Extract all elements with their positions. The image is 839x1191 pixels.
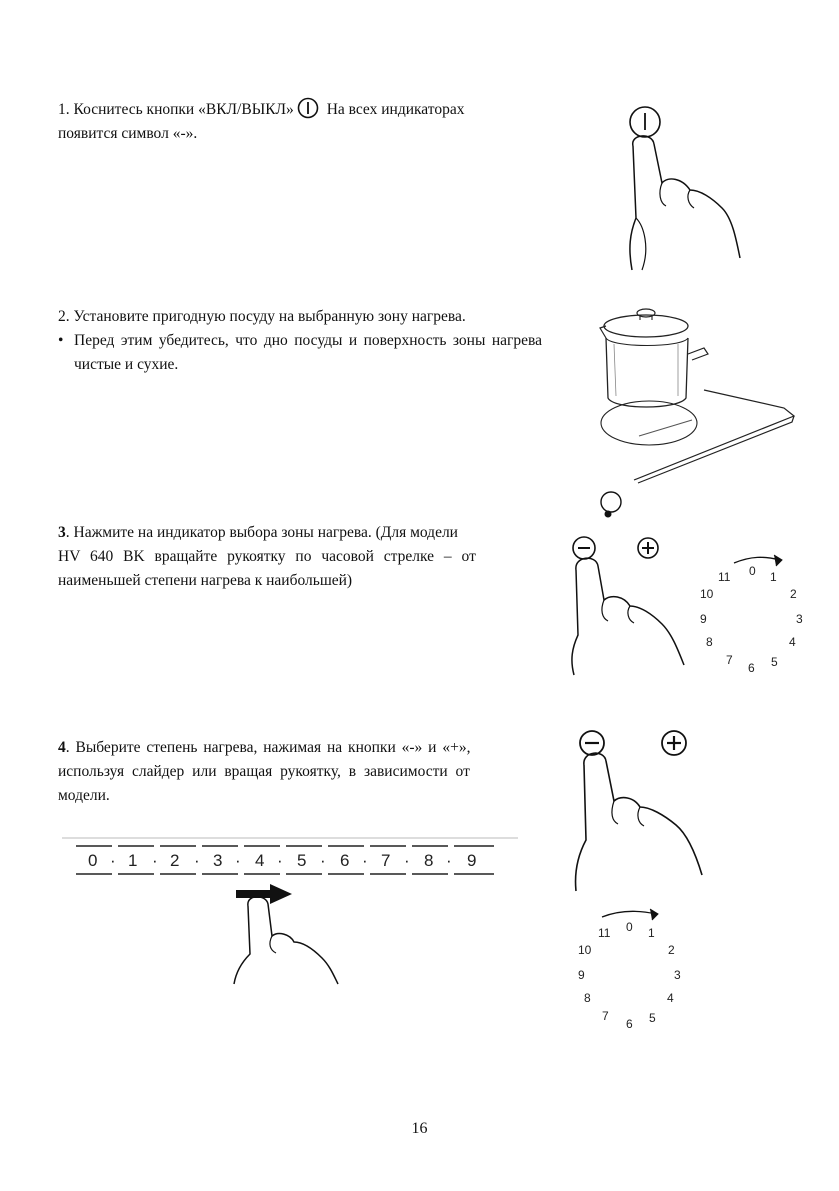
step-2 [58, 305, 542, 377]
step-1-line2: появится символ «-». [58, 125, 198, 142]
dial-label: 11 [598, 926, 611, 940]
slider-label: 5 [297, 851, 307, 870]
pot-handle [688, 348, 708, 360]
slider-illustration [62, 836, 518, 986]
pot-on-hob-illustration [594, 298, 804, 483]
step-1-text-after: На всех индикаторах [322, 101, 465, 118]
step-4 [58, 736, 542, 808]
slider-label: 9 [467, 851, 477, 870]
slider-label: 2 [170, 851, 180, 870]
slider-separator: · [362, 851, 368, 870]
step-3 [58, 521, 542, 593]
dial-label: 4 [667, 991, 674, 1005]
dial-label: 6 [748, 661, 755, 675]
power-finger-illustration [600, 98, 750, 273]
step-4-line3: модели. [58, 787, 110, 804]
dial-arrow [602, 911, 656, 917]
step-3-line1: . Нажмите на индикатор выбора зоны нагрева. (Для модели [65, 524, 458, 541]
dial-label: 2 [668, 943, 675, 957]
step-4-line2: используя слайдер или вращая рукоятку, в зависимости от [58, 763, 470, 780]
slider-label: 1 [128, 851, 138, 870]
slider-separator: · [320, 851, 326, 870]
step-3-line3: наименьшей степени нагрева к наибольшей) [58, 572, 353, 589]
dial-label: 0 [749, 564, 756, 578]
dial-label: 4 [789, 635, 796, 649]
slider-label: 0 [88, 851, 98, 870]
slider-label: 8 [424, 851, 434, 870]
dial-label: 8 [706, 635, 713, 649]
step-3-number: 3 [58, 524, 66, 541]
step-2-bullet: • Перед этим убедитесь, что дно посуды и поверхность зоны нагрева чистые и сухие. [58, 332, 542, 373]
zone-indicator-icon [601, 492, 621, 512]
power-icon [297, 97, 319, 119]
step-4-number: 4 [58, 739, 66, 756]
dial-label: 7 [726, 653, 733, 667]
step-1 [58, 97, 542, 146]
slider-separator: · [235, 851, 241, 870]
dial-label: 2 [790, 587, 797, 601]
page-number: 16 [411, 1120, 428, 1137]
slider-separator: · [110, 851, 116, 870]
zone-select-illustration [556, 490, 696, 675]
dial-2 [570, 904, 690, 1034]
dial-1 [696, 548, 816, 678]
slider-label: 6 [340, 851, 350, 870]
hand-icon [584, 753, 702, 875]
step-3-line2: HV 640 BK вращайте рукоятку по часовой стрелке – от [58, 548, 476, 565]
dial-label: 8 [584, 991, 591, 1005]
slider-label: 7 [381, 851, 391, 870]
step-2-title: 2. Установите пригодную посуду на выбранную зону нагрева. [58, 308, 466, 325]
dial-label: 1 [648, 926, 655, 940]
dial-label: 11 [718, 570, 731, 584]
dial-label: 5 [771, 655, 778, 669]
step-4-line1: . Выберите степень нагрева, нажимая на кнопки «-» и «+», [65, 739, 471, 756]
dial-arrow [734, 557, 780, 563]
power-level-illustration [568, 725, 728, 895]
slider-separator: · [446, 851, 452, 870]
dial-label: 9 [578, 968, 585, 982]
dial-label: 7 [602, 1009, 609, 1023]
slide-arrow-icon [236, 884, 292, 904]
slider-label: 4 [255, 851, 265, 870]
dial-label: 1 [770, 570, 777, 584]
dial-label: 10 [578, 943, 592, 957]
cooktop-surface [634, 390, 794, 483]
slider-separator: · [152, 851, 158, 870]
pot-body [606, 338, 688, 407]
pot-lid [604, 315, 688, 337]
slider-separator: · [277, 851, 283, 870]
dial-label: 3 [796, 612, 803, 626]
step-1-text: 1. Коснитесь кнопки «ВКЛ/ВЫКЛ» [58, 101, 294, 118]
dial-label: 3 [674, 968, 681, 982]
hand-icon [576, 558, 684, 665]
slider-separator: · [194, 851, 200, 870]
hand-icon [633, 136, 740, 258]
dial-label: 9 [700, 612, 707, 626]
hand-icon [248, 897, 338, 984]
dial-label: 10 [700, 587, 714, 601]
dial-label: 5 [649, 1011, 656, 1025]
dial-label: 6 [626, 1017, 633, 1031]
slider-label: 3 [213, 851, 223, 870]
slider-separator: · [404, 851, 410, 870]
dial-label: 0 [626, 920, 633, 934]
